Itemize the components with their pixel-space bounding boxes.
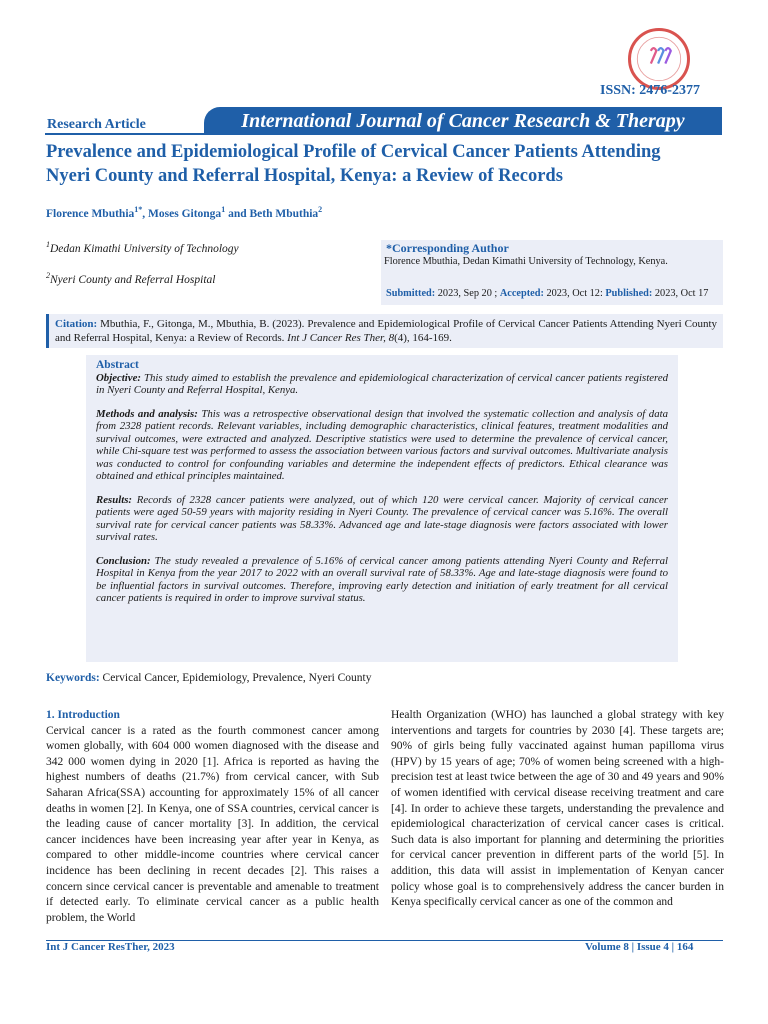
corresponding-author-title: *Corresponding Author <box>386 241 509 255</box>
methods-label: Methods and analysis: <box>96 407 198 420</box>
objective-text: This study aimed to establish the prevalence and epidemiological characterization of cervical cancer patients registered in Nyeri County and Referral Hospital, Kenya. <box>96 371 669 396</box>
citation-journal: Int J Cancer Res Ther, <box>287 332 386 344</box>
abstract-objective <box>96 372 668 397</box>
abstract-title: Abstract <box>96 359 139 371</box>
published-label: Published: <box>605 288 653 299</box>
abstract-methods <box>96 408 668 483</box>
article-type-label: Research Article <box>47 117 146 132</box>
submitted-label: Submitted: <box>386 288 436 299</box>
results-text: Records of 2328 cancer patients were analyzed, out of which 120 were cervical cancer. Majority of cervical cancer patients were aged 50-59 years with majority residing in Nyeri County. The prevalence of cervical cancer was 5.16%. The overall survival rate for cervical cancer patients was 58.33%. Advanced age and late-stage diagnosis were factors associated with lower survival rates. <box>96 493 669 543</box>
submitted-date: 2023, Sep 20 ; <box>437 288 498 299</box>
affiliation-2: $^2$Nyeri County and Referral Hospital <box>46 271 216 286</box>
citation-text: Mbuthia, F., Gitonga, M., Mbuthia, B. (2023). Prevalence and Epidemiological Profile of Cervical Cancer Patients Attending Nyeri County and Referral Hospital, Kenya: a Review of Records. <box>55 318 717 344</box>
publication-dates <box>386 288 708 299</box>
issn-label: ISSN: 2476-2377 <box>600 83 700 98</box>
citation-volume: 8 <box>388 332 395 344</box>
objective-label: Objective: <box>96 371 141 384</box>
keywords-label: Keywords: <box>46 672 100 684</box>
superscript-marker: 1 <box>46 240 50 249</box>
superscript-marker: 1* <box>134 205 143 214</box>
intro-paragraph-left: Cervical cancer is a rated as the fourth commonest cancer among women globally, with 604 000 women diagnosed with the disease and 342 000 women dying in 2020 [1]. Africa is reported as having the highest numbers of deaths (21.7%) from cervical cancer, with Sub Saharan Africa(SSA) accounting for approximately 15% of all cancer deaths in women [2]. In Kenya, one of SSA countries, cervical cancer is the leading cause of cancer mortality [3]. In addition, the cervical cancer incidences have been increasing year after year in Kenya, as compared to other middle-income countries where cervical cancer incidence has been declining in recent decades [2]. This raises a concern since cervical cancer is preventable and amenable to treatment if detected early. To eliminate cervical cancer as a public health problem, the World <box>46 724 379 924</box>
article-title <box>46 140 736 188</box>
accepted-date: 2023, Oct 12: <box>546 288 603 299</box>
superscript-marker: 2 <box>46 271 50 280</box>
citation-label: Citation: <box>55 318 98 330</box>
keywords-text: Cervical Cancer, Epidemiology, Prevalence, Nyeri County <box>102 672 372 684</box>
ribbon-icon <box>631 31 687 87</box>
section-heading-introduction: 1. Introduction <box>46 709 120 721</box>
title-line-1: Prevalence and Epidemiological Profile of Cervical Cancer Patients Attending <box>46 142 661 162</box>
superscript-marker: 2 <box>318 205 323 214</box>
header-divider <box>45 133 207 135</box>
body-column-left <box>46 708 379 926</box>
abstract-results <box>96 494 668 544</box>
journal-name: International Journal of Cancer Research & Therapy <box>241 110 685 132</box>
keywords-line <box>46 672 372 684</box>
published-date: 2023, Oct 17 <box>654 288 709 299</box>
citation-rest: (4), 164-169. <box>394 332 452 344</box>
superscript-marker: 1 <box>221 205 226 214</box>
abstract-conclusion <box>96 555 668 605</box>
affiliation-1: $^1$Dedan Kimathi University of Technology <box>46 240 239 255</box>
journal-banner <box>204 107 722 135</box>
journal-logo <box>628 28 690 90</box>
title-line-2: Nyeri County and Referral Hospital, Kenya: a Review of Records <box>46 166 563 186</box>
conclusion-text: The study revealed a prevalence of 5.16% of cervical cancer among patients attending Nyeri County and Referral Hospital in Kenya from the year 2017 to 2022 with an overall survival rate of 58.33%. Age and late-stage diagnosis were found to be influential factors in survival outcomes. Therefore, improving early detection and initiation of early treatment for all cervical cancer patients is required in order to improve survival status. <box>96 554 668 604</box>
conclusion-label: Conclusion: <box>96 554 151 567</box>
body-column-right <box>391 708 724 911</box>
footer-page-info: Volume 8 | Issue 4 | 164 <box>585 941 694 953</box>
intro-paragraph-right: Health Organization (WHO) has launched a global strategy with key interventions and targets for countries by 2030 [4]. These targets are; 90% of girls being fully vaccinated against human papilloma virus (HPV) by 15 years of age; 70% of women being screened with a high-precision test at least twice between the age of 30 and 49 years and 90% of women identified with cervical disease receiving treatment and care [4]. In order to achieve these targets, understanding the prevalence and epidemiological characterization of cervical cancer cases is critical. Such data is also important for planning and determining the priorities for cervical cancer prevention in different parts of the world [5]. In addition, this data will assist in implementation of Kenyan cancer policy whose goal is to comprehensively address the cancer burden in Kenya specifically cervical cancer as one of the common and <box>391 709 724 909</box>
corresponding-author-box <box>381 240 723 305</box>
corresponding-author-text: Florence Mbuthia, Dedan Kimathi University of Technology, Kenya. <box>384 256 668 267</box>
methods-text: This was a retrospective observational design that involved the systematic collection and analysis of data from 2328 patient records. Relevant variables, including demographic characteristics, clinical features, treatment modalities and survival outcomes, were extracted and analyzed. Descriptive statistics were used to determine the prevalence of cervical cancer, while Chi-square test was performed to assess the association between various factors and survival outcomes. Multivariate analysis was conducted to control for confounding variables and determine the independent effects of predictors. Ethical clearance was obtained and ethical principles maintained. <box>96 407 669 482</box>
accepted-label: Accepted: <box>499 288 544 299</box>
author-list: Florence Mbuthia$^{1*}$, Moses Gitonga$^1$ and Beth Mbuthia$^2$ <box>46 205 323 220</box>
citation-box <box>46 314 723 348</box>
abstract-box <box>86 355 678 662</box>
footer-journal-ref: Int J Cancer ResTher, 2023 <box>46 941 175 953</box>
results-label: Results: <box>96 493 132 506</box>
